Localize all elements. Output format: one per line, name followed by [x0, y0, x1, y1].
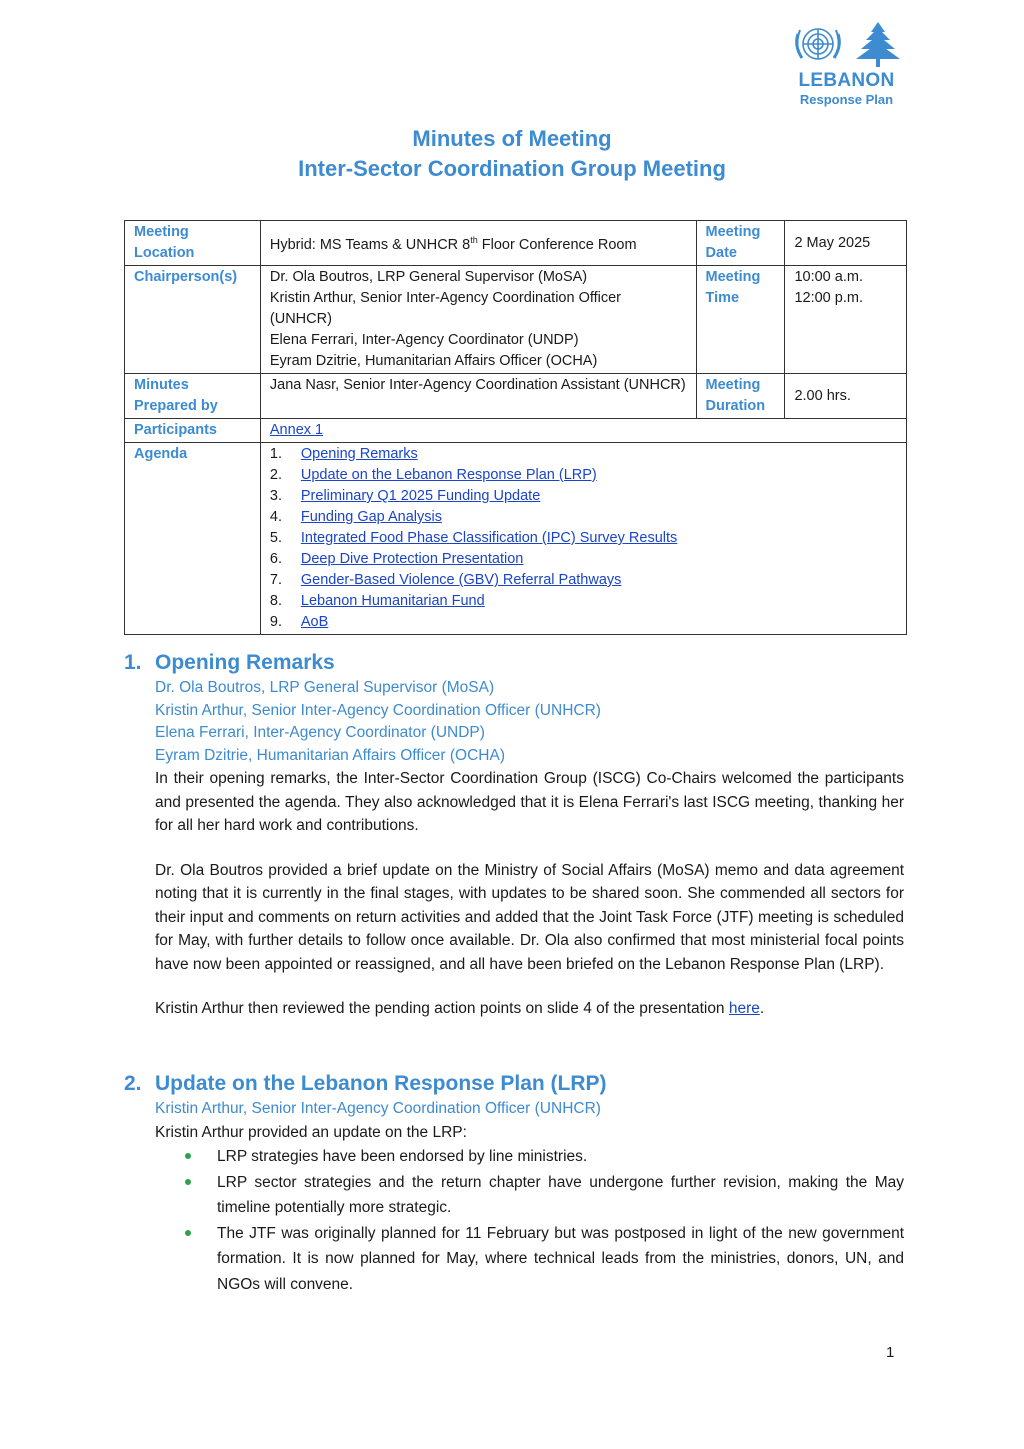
speaker-list: [155, 677, 904, 767]
bullet-icon: [185, 1179, 191, 1185]
chair-label: Chairperson(s): [125, 266, 261, 374]
cedar-tree-icon: [856, 22, 900, 67]
page-number: 1: [886, 1344, 895, 1361]
time-label: Meeting Time: [696, 266, 785, 374]
speaker: Kristin Arthur, Senior Inter-Agency Coordination Officer (UNHCR): [155, 1100, 601, 1117]
agenda-link-lrp-update[interactable]: Update on the Lebanon Response Plan (LRP): [300, 467, 597, 483]
participants-cell: [260, 419, 906, 443]
agenda-item: 5. Integrated Food Phase Classification (IPC) Survey Results: [270, 528, 897, 549]
participants-label: Participants: [125, 419, 261, 443]
chair-1: Dr. Ola Boutros, LRP General Supervisor (MoSA): [269, 269, 588, 285]
presentation-link[interactable]: here: [728, 1000, 760, 1017]
agenda-cell: [260, 443, 906, 635]
chair-3: Elena Ferrari, Inter-Agency Coordinator (UNDP): [269, 332, 579, 348]
list-item: LRP strategies have been endorsed by line ministries.: [155, 1144, 904, 1170]
time-start: 10:00 a.m.: [794, 269, 863, 285]
agenda-link-aob[interactable]: AoB: [300, 614, 329, 630]
logo-subtitle: Response Plan: [799, 92, 894, 107]
speaker: Kristin Arthur, Senior Inter-Agency Coordination Officer (UNHCR): [155, 701, 601, 719]
paragraph: Kristin Arthur provided an update on the LRP:: [155, 1123, 467, 1141]
table-row: [125, 374, 907, 419]
annex-1-link[interactable]: Annex 1: [269, 422, 324, 438]
table-row: [125, 266, 907, 374]
agenda-list: [270, 444, 897, 633]
minutes-value: Jana Nasr, Senior Inter-Agency Coordination Assistant (UNHCR): [260, 374, 696, 419]
section-lrp-update: [124, 1070, 904, 1297]
list-item: The JTF was originally planned for 11 February but was postposed in light of the new government formation. It is now planned for May, where technical leads from the ministries, donors, UN, and NGOs will convene.: [155, 1221, 904, 1298]
table-row: [125, 221, 907, 266]
agenda-item: 2. Update on the Lebanon Response Plan (LRP): [270, 465, 897, 486]
agenda-link-opening-remarks[interactable]: Opening Remarks: [300, 446, 418, 462]
table-row: [125, 443, 907, 635]
date-value: 2 May 2025: [785, 221, 907, 266]
bullet-icon: [185, 1153, 191, 1159]
section-opening-remarks: [124, 649, 904, 1021]
agenda-link-funding-gap[interactable]: Funding Gap Analysis: [300, 509, 442, 525]
location-label: Meeting Location: [125, 221, 261, 266]
section-heading: 1. Opening Remarks: [124, 651, 335, 674]
time-end: 12:00 p.m.: [794, 290, 863, 306]
agenda-link-funding-update[interactable]: Preliminary Q1 2025 Funding Update: [300, 488, 541, 504]
agenda-item: 3. Preliminary Q1 2025 Funding Update: [270, 486, 897, 507]
speaker: Elena Ferrari, Inter-Agency Coordinator (UNDP): [155, 724, 485, 741]
agenda-link-gbv[interactable]: Gender-Based Violence (GBV) Referral Pathways: [300, 572, 622, 588]
agenda-item: 1. Opening Remarks: [270, 444, 897, 465]
title-line-2: Inter-Sector Coordination Group Meeting: [298, 156, 726, 181]
paragraph: Kristin Arthur then reviewed the pending action points on slide 4 of the presentation here.: [155, 1000, 765, 1017]
date-label: Meeting Date: [696, 221, 785, 266]
lrp-logo: [790, 20, 905, 108]
agenda-item: 6. Deep Dive Protection Presentation: [270, 549, 897, 570]
logo-emblems: [792, 20, 904, 70]
chair-4: Eyram Dzitrie, Humanitarian Affairs Officer (OCHA): [269, 353, 598, 369]
time-value: [785, 266, 907, 374]
bullet-list: [155, 1144, 904, 1297]
document-title: [0, 124, 1024, 184]
chair-2: Kristin Arthur, Senior Inter-Agency Coordination Officer (UNHCR): [269, 290, 622, 327]
agenda-link-protection[interactable]: Deep Dive Protection Presentation: [300, 551, 524, 567]
agenda-link-lhf[interactable]: Lebanon Humanitarian Fund: [300, 593, 485, 609]
duration-label: Meeting Duration: [696, 374, 785, 419]
agenda-link-ipc[interactable]: Integrated Food Phase Classification (IPC) Survey Results: [300, 530, 678, 546]
list-item: LRP sector strategies and the return chapter have undergone further revision, making the May timeline potentially more strategic.: [155, 1170, 904, 1221]
duration-value: 2.00 hrs.: [785, 374, 907, 419]
speaker: Eyram Dzitrie, Humanitarian Affairs Officer (OCHA): [155, 746, 505, 764]
agenda-item: 7. Gender-Based Violence (GBV) Referral Pathways: [270, 570, 897, 591]
bullet-icon: [185, 1230, 191, 1236]
section-heading: 2. Update on the Lebanon Response Plan (LRP): [124, 1072, 607, 1095]
agenda-item: 9. AoB: [270, 612, 897, 633]
paragraph: In their opening remarks, the Inter-Sector Coordination Group (ISCG) Co-Chairs welcomed the participants and presented the agenda. They also acknowledged that it is Elena Ferrari's last ISCG meeting, thanking her for all her hard work and contributions.: [155, 770, 904, 834]
agenda-item: 4. Funding Gap Analysis: [270, 507, 897, 528]
meeting-info-table: [124, 220, 907, 635]
logo-title: LEBANON: [798, 70, 895, 91]
speaker: Dr. Ola Boutros, LRP General Supervisor (MoSA): [155, 679, 495, 696]
agenda-label: Agenda: [125, 443, 261, 635]
minutes-label: Minutes Prepared by: [125, 374, 261, 419]
title-line-1: Minutes of Meeting: [412, 126, 612, 151]
chair-values: [260, 266, 696, 374]
paragraph: Dr. Ola Boutros provided a brief update on the Ministry of Social Affairs (MoSA) memo and data agreement noting that it is currently in the final stages, with updates to be shared soon. She commended all sectors for their input and comments on return activities and added that the Joint Task Force (JTF) meeting is scheduled for May, with further details to follow once available. Dr. Ola also confirmed that most ministerial focal points have now been appointed or reassigned, and all have been briefed on the Lebanon Response Plan (LRP).: [155, 861, 904, 973]
location-value: Hybrid: MS Teams & UNHCR 8th Floor Conference Room: [260, 221, 696, 266]
agenda-item: 8. Lebanon Humanitarian Fund: [270, 591, 897, 612]
un-emblem-icon: [797, 29, 840, 59]
table-row: [125, 419, 907, 443]
